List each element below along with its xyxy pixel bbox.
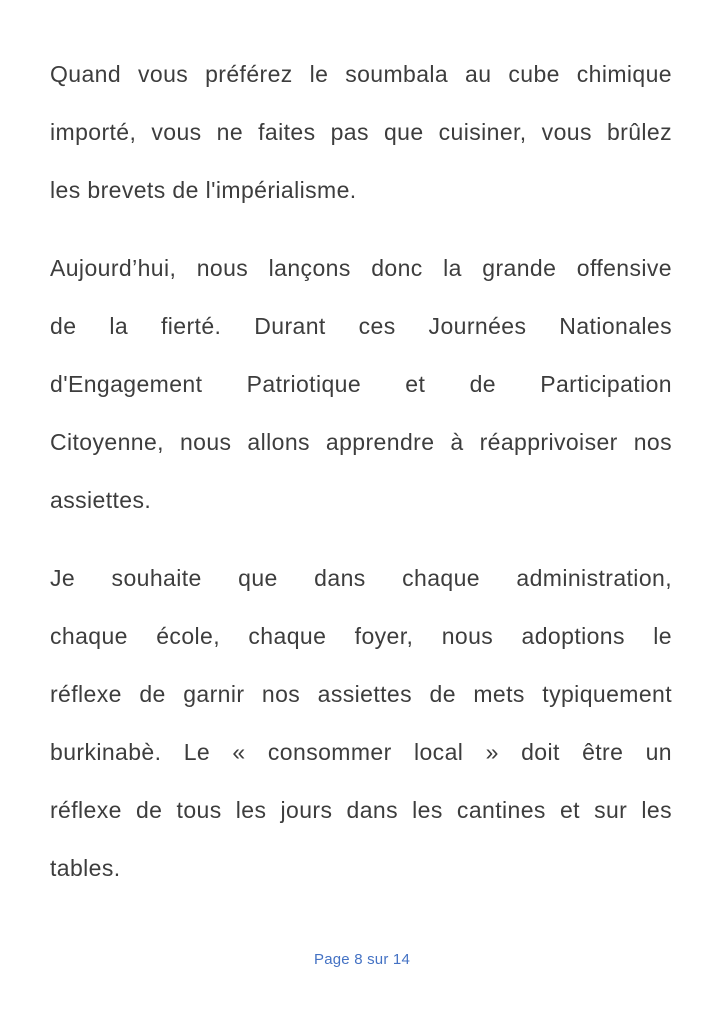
page-number-footer: Page 8 sur 14 — [314, 951, 410, 968]
paragraph-line: assiettes. — [50, 487, 152, 513]
paragraph-line: Quand vous préférez le soumbala au cube chimique — [50, 61, 672, 87]
paragraph-line: tables. — [50, 855, 121, 881]
paragraph-line: importé, vous ne faites pas que cuisiner, vous brûlez — [50, 119, 672, 145]
paragraph-line: burkinabè. Le « consommer local » doit être un — [50, 739, 672, 765]
paragraph-line: les brevets de l'impérialisme. — [50, 177, 357, 203]
paragraph-line: réflexe de tous les jours dans les cantines et sur les — [50, 797, 672, 823]
document-body — [50, 45, 672, 917]
paragraph — [50, 239, 672, 529]
paragraph-line: de la fierté. Durant ces Journées Nationales — [50, 313, 672, 339]
paragraph — [50, 549, 672, 897]
paragraph-line: Citoyenne, nous allons apprendre à réapprivoiser nos — [50, 429, 672, 455]
paragraph-line: réflexe de garnir nos assiettes de mets typiquement — [50, 681, 672, 707]
paragraph — [50, 45, 672, 219]
paragraph-line: d'Engagement Patriotique et de Participation — [50, 371, 672, 397]
paragraph-line: chaque école, chaque foyer, nous adoptions le — [50, 623, 672, 649]
paragraph-line: Aujourd’hui, nous lançons donc la grande offensive — [50, 255, 672, 281]
paragraph-line: Je souhaite que dans chaque administration, — [50, 565, 672, 591]
